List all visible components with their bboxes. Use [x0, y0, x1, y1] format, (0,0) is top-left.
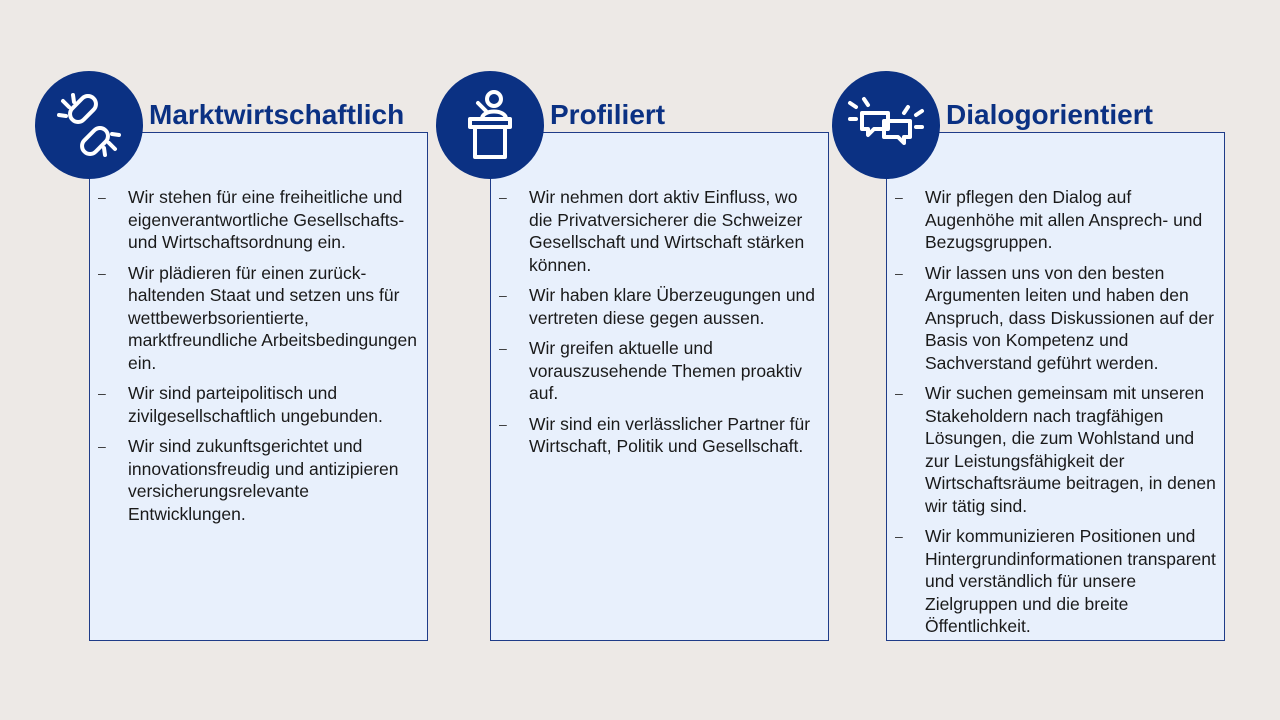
column-dialogorientiert [832, 0, 1232, 720]
list-item: – Wir haben klare Überzeugungen und vertreten diese gegen aussen. [499, 285, 816, 328]
bullet-dash: – [98, 438, 106, 454]
broken-link-icon [49, 85, 129, 165]
list-item: – Wir greifen aktuelle und vorauszusehende Themen proaktiv auf. [499, 338, 803, 403]
bullet-dash: – [895, 189, 903, 205]
content-card [89, 132, 428, 641]
column-title: Profiliert [550, 99, 666, 130]
column-title: Dialogorientiert [946, 99, 1153, 130]
bullet-dash: – [499, 340, 507, 356]
list-item: – Wir plädieren für einen zurückhaltenden Staat und setzen uns für wettbewerbsorientierte, marktfreundliche Arbeitsbedingungen ein. [98, 262, 417, 373]
content-card [886, 132, 1225, 641]
bullet-list [491, 186, 822, 466]
list-item: – Wir sind parteipolitisch und zivilgesellschaftlich ungebunden. [98, 383, 383, 426]
icon-badge [35, 71, 143, 179]
icon-badge [436, 71, 544, 179]
bullet-dash: – [499, 415, 507, 432]
bullet-dash: – [895, 264, 903, 281]
list-item: – Wir nehmen dort aktiv Einfluss, wo die Privatversicherer die Schweizer Gesellschaft und Wirtschaft stärken können. [499, 187, 805, 275]
column-profiliert [436, 0, 836, 720]
column-title: Marktwirtschaftlich [149, 99, 405, 130]
speaker-podium-icon [450, 85, 530, 165]
bullet-dash: – [98, 385, 106, 401]
list-item: – Wir pflegen den Dialog auf Augenhöhe mit allen Ansprech- und Bezugsgruppen. [895, 187, 1203, 252]
list-item: – Wir suchen gemeinsam mit unseren Stakeholdern nach tragfähigen Lösungen, die zum Wohlstand und zur Leistungsfähigkeit der Wirtschaftsräume beitragen, in denen wir tätig sind. [895, 383, 1216, 516]
bullet-list [887, 186, 1218, 646]
content-card [490, 132, 829, 641]
bullet-list [90, 186, 421, 533]
bullet-dash: – [499, 189, 507, 205]
bullet-dash: – [499, 287, 507, 303]
list-item: – Wir kommunizieren Positionen und Hintergrundinformationen transparent und verständlich für unsere Zielgruppen und die breite Öffentlichkeit. [895, 526, 1216, 636]
icon-badge [832, 71, 940, 179]
list-item: – Wir lassen uns von den besten Argumenten leiten und haben den Anspruch, dass Diskussionen auf der Basis von Kompetenz und Sachverstand geführt werden. [895, 262, 1214, 373]
bullet-dash: – [895, 385, 903, 401]
bullet-dash: – [98, 264, 106, 281]
bullet-dash: – [895, 528, 903, 544]
list-item: – Wir stehen für eine freiheitliche und eigenverantwortliche Gesellschafts- und Wirtschaftsordnung ein. [98, 187, 405, 252]
list-item: – Wir sind ein verlässlicher Partner für Wirtschaft, Politik und Gesellschaft. [499, 413, 811, 456]
bullet-dash: – [98, 189, 106, 205]
column-marktwirtschaftlich [35, 0, 435, 720]
list-item: – Wir sind zukunftsgerichtet und innovationsfreudig und antizipieren versicherungsrelevante Entwicklungen. [98, 436, 399, 524]
chat-bubbles-icon [846, 85, 926, 165]
